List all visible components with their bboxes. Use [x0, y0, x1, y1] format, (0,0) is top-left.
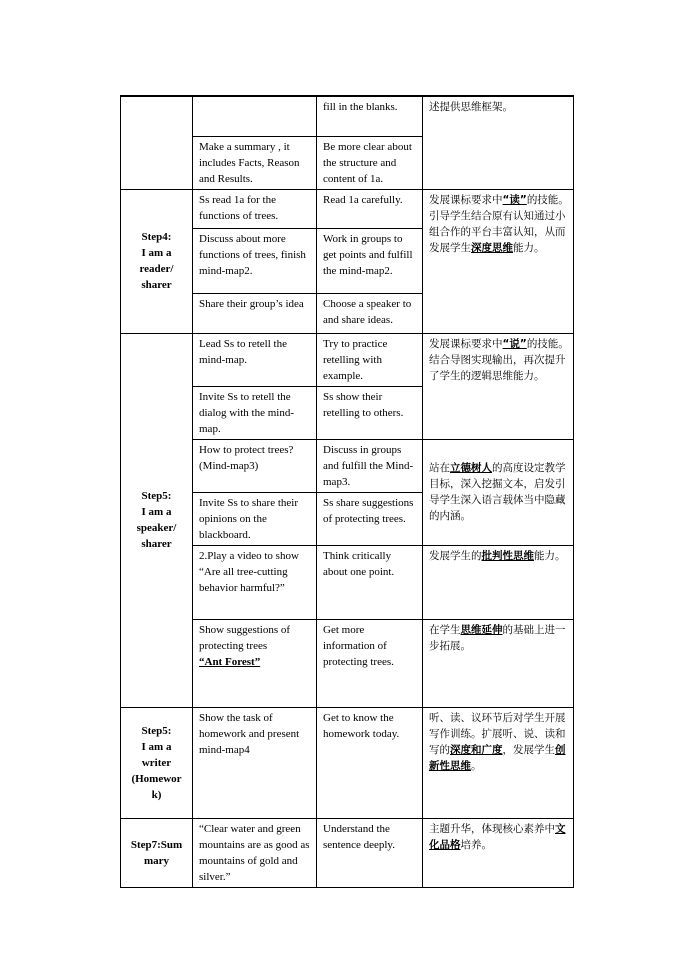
- teacher-activity: Make a summary , it includes Facts, Reason and Results.: [193, 136, 317, 189]
- purpose-text: 发展课标要求中: [429, 337, 503, 350]
- purpose-text: 培养。: [460, 838, 492, 851]
- student-activity: Try to practice retelling with example.: [317, 333, 423, 386]
- teacher-activity: Lead Ss to retell the mind-map.: [193, 333, 317, 386]
- step-label: [121, 189, 193, 333]
- lesson-plan-table: [120, 95, 574, 888]
- design-purpose: [423, 619, 574, 707]
- purpose-text: 听、读、议环节后对学生开展写作训练。扩展听、说、读和写的: [429, 711, 566, 756]
- purpose-text: 主题升华，体现核心素养中: [429, 822, 555, 835]
- student-activity: Work in groups to get points and fulfill the mind-map2.: [317, 228, 423, 293]
- student-activity: Choose a speaker to and share ideas.: [317, 293, 423, 333]
- purpose-text: 站在: [429, 462, 450, 474]
- student-activity: Understand the sentence deeply.: [317, 818, 423, 887]
- purpose-text: 的技能。引导学生结合原有认知通过小组合作的平台丰富认知，从而发展学生: [429, 193, 569, 254]
- student-activity: fill in the blanks.: [317, 96, 423, 136]
- student-activity: Think critically about one point.: [317, 545, 423, 619]
- step-cell-continued: [121, 96, 193, 189]
- design-purpose: [423, 707, 574, 818]
- purpose-emphasis: “读”: [502, 193, 527, 206]
- purpose-text: 发展课标要求中: [429, 193, 503, 206]
- teacher-activity: Ss read 1a for the functions of trees.: [193, 189, 317, 228]
- step-label-text: Step7:Sum mary: [130, 838, 183, 867]
- purpose-emphasis: 深度思维: [471, 241, 513, 254]
- step-label: [121, 818, 193, 887]
- teacher-activity: Discuss about more functions of trees, finish mind-map2.: [193, 228, 317, 293]
- step-label: [121, 333, 193, 707]
- teacher-activity: “Clear water and green mountains are as good as mountains of gold and silver.”: [193, 818, 317, 887]
- purpose-emphasis: 立德树人: [450, 462, 492, 474]
- student-activity: Get more information of protecting trees.: [317, 619, 423, 707]
- step-label-text: Step4: I am a reader/ sharer: [139, 231, 174, 291]
- teacher-activity: Invite Ss to share their opinions on the blackboard.: [193, 492, 317, 545]
- purpose-text: 的高度设定教学目标，深入挖掘文本，启发引导学生深入语言载体当中隐藏的内涵。: [429, 462, 566, 522]
- purpose-text: ，发展学生: [502, 743, 555, 756]
- purpose-emphasis: 批判性思维: [481, 549, 534, 562]
- design-purpose: [423, 439, 574, 545]
- purpose-emphasis: 文化品格: [429, 822, 566, 851]
- student-activity: Read 1a carefully.: [317, 189, 423, 228]
- teacher-activity-text: Show suggestions of protecting trees: [199, 623, 291, 652]
- purpose-text: 的技能。结合导图实现输出，再次提升了学生的逻辑思维能力。: [429, 337, 569, 382]
- purpose-text: 发展学生的: [429, 549, 482, 562]
- step-label-text: Step5: I am a speaker/ sharer: [136, 490, 177, 550]
- teacher-activity: How to protect trees?(Mind-map3): [193, 439, 317, 492]
- teacher-activity: [193, 96, 317, 136]
- design-purpose: [423, 189, 574, 333]
- purpose-text: 能力。: [513, 241, 545, 254]
- purpose-text: 。: [471, 759, 482, 772]
- purpose-emphasis: “说”: [502, 337, 527, 350]
- design-purpose: 述提供思维框架。: [423, 96, 574, 189]
- step-label: [121, 707, 193, 818]
- purpose-emphasis: 深度和广度: [450, 743, 503, 756]
- design-purpose: [423, 545, 574, 619]
- design-purpose: [423, 818, 574, 887]
- ant-forest-emphasis: “Ant Forest”: [199, 655, 261, 668]
- purpose-text: 在学生: [429, 623, 461, 636]
- teacher-activity: [193, 619, 317, 707]
- teacher-activity: Share their group’s idea: [193, 293, 317, 333]
- purpose-text: 的基础上进一步拓展。: [429, 623, 566, 652]
- student-activity: Discuss in groups and fulfill the Mind-map3.: [317, 439, 423, 492]
- teacher-activity: Invite Ss to retell the dialog with the mind-map.: [193, 386, 317, 439]
- design-purpose: [423, 333, 574, 439]
- student-activity: Be more clear about the structure and content of 1a.: [317, 136, 423, 189]
- teacher-activity: 2.Play a video to show “Are all tree-cutting behavior harmful?”: [193, 545, 317, 619]
- purpose-emphasis: 创新性思维: [429, 743, 566, 772]
- step-label-text: Step5: I am a writer (Homewor k): [131, 724, 182, 801]
- student-activity: Ss share suggestions of protecting trees.: [317, 492, 423, 545]
- teacher-activity: Show the task of homework and present mind-map4: [193, 707, 317, 818]
- purpose-text: 能力。: [534, 549, 566, 562]
- student-activity: Ss show their retelling to others.: [317, 386, 423, 439]
- student-activity: Get to know the homework today.: [317, 707, 423, 818]
- purpose-emphasis: 思维延伸: [460, 623, 503, 636]
